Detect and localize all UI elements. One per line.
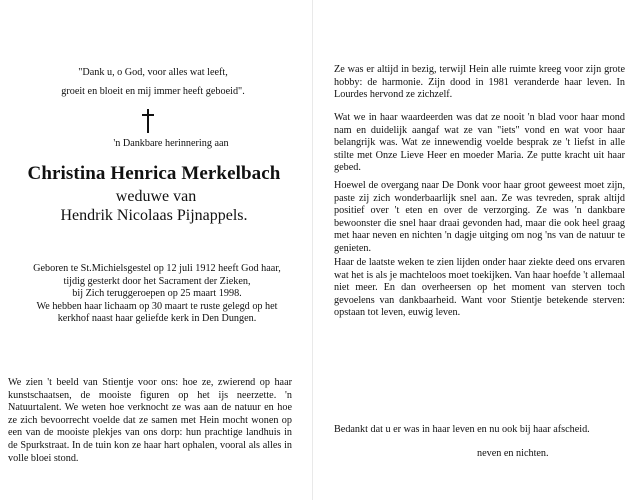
- bio-line-3: bij Zich teruggeroepen op 25 maart 1998.: [72, 288, 242, 299]
- remembrance-paragraph-3: Hoewel de overgang naar De Donk voor haar groot geweest moet zijn, paste zij zich wonderbaarlijk snel aan. Ze was tevreden, sprak altijd positief over 't eten en over de verzorging. Ze was 'n dankbare bewoonster die snel haar draai gevonden had, maar die ook heel graag met haar neven en nichten 'n dagje uitging om nog 'ns van de natuur te genieten.: [334, 180, 625, 254]
- quote-line-2: groeit en bloeit en mij immer heeft geboeid".: [61, 86, 245, 97]
- bio-line-2: tijdig gesterkt door het Sacrament der Zieken,: [63, 275, 251, 287]
- bio-line-1: Geboren te St.Michielsgestel op 12 juli 1912 heeft God haar,: [33, 263, 281, 274]
- remembrance-paragraph-2: Wat we in haar waardeerden was dat ze nooit 'n blad voor haar mond nam en duidelijk aangaf wat ze van "iets" vond en wat voor haar belangrijk was. Wat ze innewendig voelde besprak ze 't liefst in alle stilte met Onze Lieve Heer en moeder Maria. Ze putte kracht uit haar gebed.: [334, 112, 625, 174]
- thanks-text: Bedankt dat u er was in haar leven en nu ook bij haar afscheid.: [334, 424, 590, 435]
- family-signature: neven en nichten.: [477, 448, 549, 459]
- bio-line-4: We hebben haar lichaam op 30 maart te ruste gelegd op het: [36, 300, 278, 312]
- bio-line-5: kerkhof naast haar geliefde kerk in Den Dungen.: [57, 313, 257, 324]
- tribute-paragraph: We zien 't beeld van Stientje voor ons: hoe ze, zwierend op haar kunstschaatsen, de mooiste figuren op het ijs neerzette. 'n Natuurtalent. We weten hoe verknocht ze was aan de natuur en hoe ze zich bevoorrecht voelde dat ze samen met Hein mocht wonen op een van de mooiste plekjes van ons dorp: hun prachtige landhuis in de Spurkstraat. In de tuin kon ze haar hart ophalen, vooral als alles in volle bloei stond.: [8, 377, 292, 464]
- cross-horizontal-bar: [142, 114, 154, 116]
- husband-name: Hendrik Nicolaas Pijnappels.: [60, 207, 248, 224]
- cross-icon: [142, 109, 154, 133]
- cross-vertical-bar: [147, 109, 149, 133]
- remembrance-paragraph-1: Ze was er altijd in bezig, terwijl Hein alle ruimte kreeg voor zijn grote hobby: de harmonie. Zijn dood in 1981 veranderde haar leven. In Lourdes hervond ze zichzelf.: [334, 64, 625, 101]
- right-panel: [313, 0, 634, 500]
- quote-line-1: "Dank u, o God, voor alles wat leeft,: [78, 67, 228, 78]
- dedication-text: 'n Dankbare herinnering aan: [113, 138, 229, 149]
- deceased-name: Christina Henrica Merkelbach: [27, 163, 281, 184]
- remembrance-paragraph-4: Haar de laatste weken te zien lijden onder haar ziekte deed ons ervaren wat het is als je machteloos moet toekijken. Van haar hoefde 't allemaal niet meer. En dan overheersen op het moment van sterven toch gevoelens van dankbaarheid. Want voor Stientje betekende sterven: opstaan tot leven, euwig leven.: [334, 257, 625, 319]
- biographical-text: [17, 263, 297, 326]
- widow-label: weduwe van: [115, 188, 197, 205]
- opening-quote: [58, 63, 248, 101]
- left-panel: [0, 0, 312, 500]
